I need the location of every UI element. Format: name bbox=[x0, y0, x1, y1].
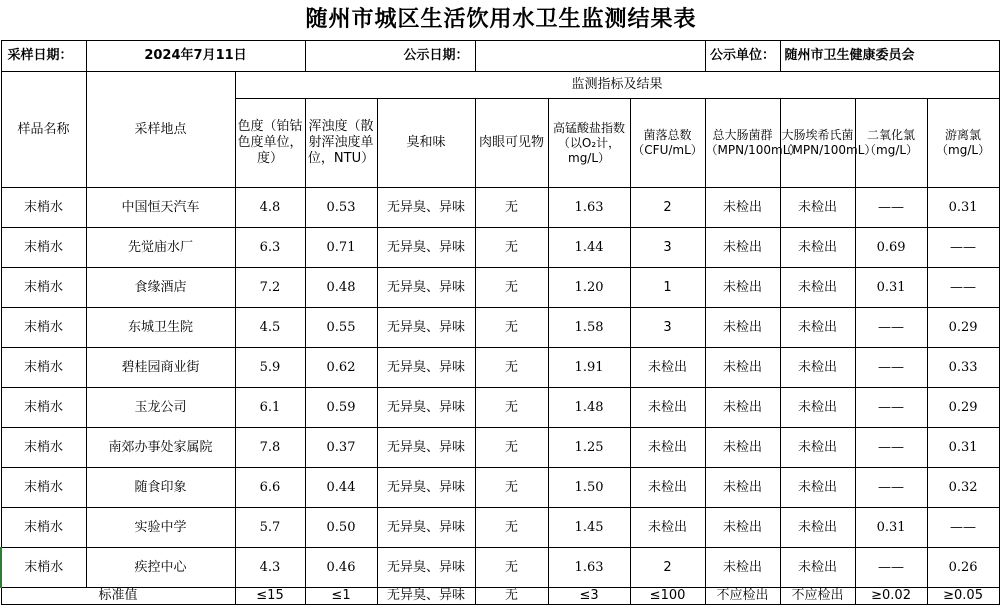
header-chlorine-dioxide: 二氧化氯（mg/L） bbox=[855, 99, 927, 188]
cell-chlorine-dioxide: 0.31 bbox=[855, 508, 927, 548]
cell-ecoli: 未检出 bbox=[780, 548, 855, 588]
sample-date-label: 采样日期： bbox=[1, 41, 86, 72]
header-odor: 臭和味 bbox=[377, 99, 475, 188]
cell-color: 5.9 bbox=[235, 348, 305, 388]
cell-coliform: 未检出 bbox=[705, 508, 780, 548]
cell-color: 7.2 bbox=[235, 268, 305, 308]
cell-odor: 无异臭、异味 bbox=[377, 428, 475, 468]
header-indicators-group: 监测指标及结果 bbox=[235, 72, 999, 99]
cell-location: 疾控中心 bbox=[86, 548, 235, 588]
standard-color: ≤15 bbox=[235, 588, 305, 605]
cell-turbidity: 0.59 bbox=[305, 388, 377, 428]
cell-chlorine-dioxide: 0.69 bbox=[855, 228, 927, 268]
cell-permanganate: 1.58 bbox=[548, 308, 630, 348]
cell-turbidity: 0.48 bbox=[305, 268, 377, 308]
cell-sample-name: 末梢水 bbox=[1, 468, 86, 508]
standard-ecoli: 不应检出 bbox=[780, 588, 855, 605]
cell-chlorine-dioxide: —— bbox=[855, 188, 927, 228]
cell-chlorine-dioxide: —— bbox=[855, 548, 927, 588]
cell-sample-name: 末梢水 bbox=[1, 508, 86, 548]
cell-coliform: 未检出 bbox=[705, 228, 780, 268]
cell-ecoli: 未检出 bbox=[780, 188, 855, 228]
standard-label: 标准值 bbox=[1, 588, 235, 605]
cell-colonies: 未检出 bbox=[630, 348, 705, 388]
cell-turbidity: 0.46 bbox=[305, 548, 377, 588]
standard-colonies: ≤100 bbox=[630, 588, 705, 605]
cell-location: 碧桂园商业街 bbox=[86, 348, 235, 388]
cell-free-chlorine: 0.31 bbox=[927, 188, 999, 228]
cell-permanganate: 1.63 bbox=[548, 548, 630, 588]
table-row bbox=[1, 188, 999, 228]
cell-turbidity: 0.53 bbox=[305, 188, 377, 228]
standard-odor: 无异臭、异味 bbox=[377, 588, 475, 605]
cell-color: 4.8 bbox=[235, 188, 305, 228]
cell-sample-name: 末梢水 bbox=[1, 228, 86, 268]
data-rows bbox=[1, 188, 999, 588]
cell-location: 实验中学 bbox=[86, 508, 235, 548]
cell-visible: 无 bbox=[475, 548, 548, 588]
cell-sample-name: 末梢水 bbox=[1, 308, 86, 348]
header-colonies: 菌落总数（CFU/mL） bbox=[630, 99, 705, 188]
cell-location: 中国恒天汽车 bbox=[86, 188, 235, 228]
cell-location: 玉龙公司 bbox=[86, 388, 235, 428]
cell-colonies: 2 bbox=[630, 548, 705, 588]
cell-free-chlorine: 0.31 bbox=[927, 428, 999, 468]
cell-location: 先觉庙水厂 bbox=[86, 228, 235, 268]
cell-permanganate: 1.63 bbox=[548, 188, 630, 228]
cell-visible: 无 bbox=[475, 348, 548, 388]
cell-permanganate: 1.48 bbox=[548, 388, 630, 428]
cell-turbidity: 0.71 bbox=[305, 228, 377, 268]
cell-free-chlorine: 0.29 bbox=[927, 388, 999, 428]
cell-colonies: 1 bbox=[630, 268, 705, 308]
cell-color: 4.5 bbox=[235, 308, 305, 348]
header-visible: 肉眼可见物 bbox=[475, 99, 548, 188]
header-permanganate: 高锰酸盐指数（以O₂计，mg/L） bbox=[548, 99, 630, 188]
cell-odor: 无异臭、异味 bbox=[377, 268, 475, 308]
publish-date-label: 公示日期： bbox=[305, 41, 475, 72]
cell-odor: 无异臭、异味 bbox=[377, 508, 475, 548]
cell-color: 7.8 bbox=[235, 428, 305, 468]
cell-free-chlorine: —— bbox=[927, 268, 999, 308]
cell-free-chlorine: 0.26 bbox=[927, 548, 999, 588]
cell-color: 6.1 bbox=[235, 388, 305, 428]
standard-visible: 无 bbox=[475, 588, 548, 605]
header-coliform: 总大肠菌群（MPN/100mL） bbox=[705, 99, 780, 188]
cell-free-chlorine: —— bbox=[927, 228, 999, 268]
cell-color: 4.3 bbox=[235, 548, 305, 588]
cell-turbidity: 0.37 bbox=[305, 428, 377, 468]
cell-coliform: 未检出 bbox=[705, 188, 780, 228]
standard-free-chlorine: ≥0.05 bbox=[927, 588, 999, 605]
cell-permanganate: 1.20 bbox=[548, 268, 630, 308]
cell-visible: 无 bbox=[475, 228, 548, 268]
cell-colonies: 3 bbox=[630, 308, 705, 348]
cell-location: 食缘酒店 bbox=[86, 268, 235, 308]
cell-sample-name: 末梢水 bbox=[1, 268, 86, 308]
header-location: 采样地点 bbox=[86, 72, 235, 188]
table-row bbox=[1, 228, 999, 268]
cell-sample-name: 末梢水 bbox=[1, 548, 86, 588]
cell-chlorine-dioxide: —— bbox=[855, 468, 927, 508]
standard-turbidity: ≤1 bbox=[305, 588, 377, 605]
cell-odor: 无异臭、异味 bbox=[377, 468, 475, 508]
table-row bbox=[1, 508, 999, 548]
cell-free-chlorine: 0.33 bbox=[927, 348, 999, 388]
cell-turbidity: 0.62 bbox=[305, 348, 377, 388]
cell-odor: 无异臭、异味 bbox=[377, 388, 475, 428]
header-free-chlorine: 游离氯（mg/L） bbox=[927, 99, 999, 188]
table-row bbox=[1, 308, 999, 348]
cell-visible: 无 bbox=[475, 468, 548, 508]
cell-turbidity: 0.44 bbox=[305, 468, 377, 508]
cell-color: 6.6 bbox=[235, 468, 305, 508]
cell-visible: 无 bbox=[475, 388, 548, 428]
cell-permanganate: 1.45 bbox=[548, 508, 630, 548]
cell-ecoli: 未检出 bbox=[780, 308, 855, 348]
cell-colonies: 未检出 bbox=[630, 428, 705, 468]
report-title: 随州市城区生活饮用水卫生监测结果表 bbox=[305, 7, 697, 32]
cell-free-chlorine: —— bbox=[927, 508, 999, 548]
sample-date-value: 2024年7月11日 bbox=[86, 41, 305, 72]
cell-color: 5.7 bbox=[235, 508, 305, 548]
header-turbidity: 浑浊度（散射浑浊度单位，NTU） bbox=[305, 99, 377, 188]
header-group-row bbox=[1, 72, 999, 99]
cell-odor: 无异臭、异味 bbox=[377, 348, 475, 388]
cell-odor: 无异臭、异味 bbox=[377, 308, 475, 348]
cell-ecoli: 未检出 bbox=[780, 468, 855, 508]
cell-colonies: 2 bbox=[630, 188, 705, 228]
cell-chlorine-dioxide: —— bbox=[855, 388, 927, 428]
cell-sample-name: 末梢水 bbox=[1, 428, 86, 468]
header-sample-name: 样品名称 bbox=[1, 72, 86, 188]
cell-permanganate: 1.44 bbox=[548, 228, 630, 268]
cell-sample-name: 末梢水 bbox=[1, 188, 86, 228]
table-row bbox=[1, 428, 999, 468]
cell-visible: 无 bbox=[475, 268, 548, 308]
cell-coliform: 未检出 bbox=[705, 268, 780, 308]
publish-date-value bbox=[475, 41, 705, 72]
cell-turbidity: 0.55 bbox=[305, 308, 377, 348]
cell-chlorine-dioxide: 0.31 bbox=[855, 268, 927, 308]
cell-sample-name: 末梢水 bbox=[1, 348, 86, 388]
cell-ecoli: 未检出 bbox=[780, 228, 855, 268]
standard-row bbox=[1, 588, 999, 605]
standard-chlorine-dioxide: ≥0.02 bbox=[855, 588, 927, 605]
cell-chlorine-dioxide: —— bbox=[855, 348, 927, 388]
publisher-label: 公示单位： bbox=[705, 41, 780, 72]
cell-odor: 无异臭、异味 bbox=[377, 228, 475, 268]
cell-ecoli: 未检出 bbox=[780, 268, 855, 308]
cell-turbidity: 0.50 bbox=[305, 508, 377, 548]
cell-free-chlorine: 0.32 bbox=[927, 468, 999, 508]
cell-visible: 无 bbox=[475, 188, 548, 228]
cell-coliform: 未检出 bbox=[705, 548, 780, 588]
cell-color: 6.3 bbox=[235, 228, 305, 268]
publisher-value: 随州市卫生健康委员会 bbox=[780, 41, 999, 72]
cell-free-chlorine: 0.29 bbox=[927, 308, 999, 348]
cell-coliform: 未检出 bbox=[705, 468, 780, 508]
cell-chlorine-dioxide: —— bbox=[855, 308, 927, 348]
cell-permanganate: 1.50 bbox=[548, 468, 630, 508]
standard-permanganate: ≤3 bbox=[548, 588, 630, 605]
cell-colonies: 3 bbox=[630, 228, 705, 268]
cell-location: 东城卫生院 bbox=[86, 308, 235, 348]
cell-sample-name: 末梢水 bbox=[1, 388, 86, 428]
cell-coliform: 未检出 bbox=[705, 428, 780, 468]
cell-colonies: 未检出 bbox=[630, 508, 705, 548]
cell-location: 南郊办事处家属院 bbox=[86, 428, 235, 468]
cell-odor: 无异臭、异味 bbox=[377, 548, 475, 588]
cell-visible: 无 bbox=[475, 508, 548, 548]
header-ecoli: 大肠埃希氏菌（MPN/100mL） bbox=[780, 99, 855, 188]
cell-colonies: 未检出 bbox=[630, 388, 705, 428]
cell-visible: 无 bbox=[475, 428, 548, 468]
cell-odor: 无异臭、异味 bbox=[377, 188, 475, 228]
cell-location: 随食印象 bbox=[86, 468, 235, 508]
cell-colonies: 未检出 bbox=[630, 468, 705, 508]
cell-chlorine-dioxide: —— bbox=[855, 428, 927, 468]
cell-visible: 无 bbox=[475, 308, 548, 348]
results-table bbox=[0, 40, 1000, 605]
table-row bbox=[1, 348, 999, 388]
table-row bbox=[1, 548, 999, 588]
standard-coliform: 不应检出 bbox=[705, 588, 780, 605]
cell-ecoli: 未检出 bbox=[780, 508, 855, 548]
cell-coliform: 未检出 bbox=[705, 308, 780, 348]
table-row bbox=[1, 388, 999, 428]
header-color: 色度（铂钴色度单位，度） bbox=[235, 99, 305, 188]
cell-permanganate: 1.25 bbox=[548, 428, 630, 468]
meta-row bbox=[1, 41, 999, 72]
cell-permanganate: 1.91 bbox=[548, 348, 630, 388]
cell-coliform: 未检出 bbox=[705, 348, 780, 388]
table-row bbox=[1, 468, 999, 508]
cell-ecoli: 未检出 bbox=[780, 388, 855, 428]
table-row bbox=[1, 268, 999, 308]
cell-ecoli: 未检出 bbox=[780, 348, 855, 388]
cell-ecoli: 未检出 bbox=[780, 428, 855, 468]
cell-coliform: 未检出 bbox=[705, 388, 780, 428]
